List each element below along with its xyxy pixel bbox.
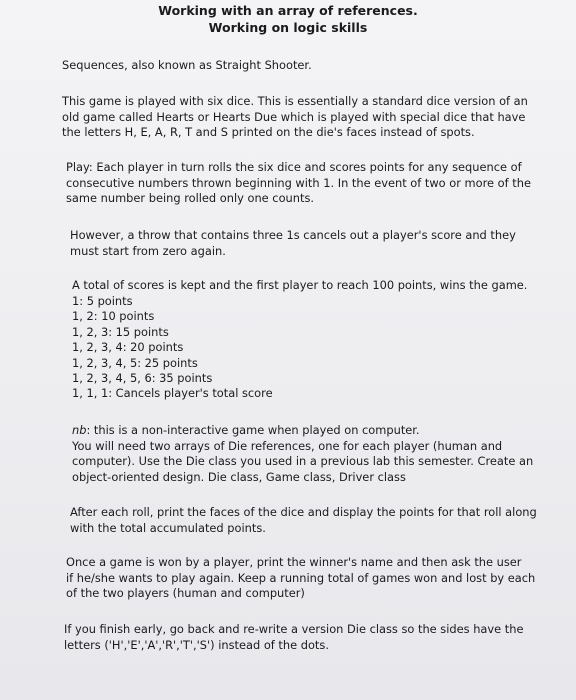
score-item: 1: 5 points <box>72 294 133 308</box>
section-heading: Sequences, also known as Straight Shooter. <box>62 58 312 72</box>
finish-early-paragraph: If you finish early, go back and re-write a version Die class so the sides have the letters ('H','E','A','R','T','S') instead of the dots. <box>64 622 524 652</box>
score-item: 1, 2: 10 points <box>72 309 155 324</box>
document-subtitle: Working on logic skills <box>208 20 368 35</box>
score-item: 1, 2, 3, 4, 5, 6: 35 points <box>72 371 213 386</box>
nb-label: nb <box>72 423 87 437</box>
total-scores-paragraph: A total of scores is kept and the first player to reach 100 points, wins the game. <box>72 278 528 292</box>
nb-text: : this is a non-interactive game when played on computer. You will need two arrays of Die references, one for each player (human and computer). Use the Die class you used in a previous lab this semester. Create an object-oriented design. Die class, Game class, Driver class <box>72 423 534 484</box>
document-title: Working with an array of references. <box>158 3 418 18</box>
nb-paragraph <box>72 423 533 485</box>
cancel-rule-paragraph: However, a throw that contains three 1s cancels out a player's score and they must start from zero again. <box>70 228 516 258</box>
after-roll-paragraph: After each roll, print the faces of the dice and display the points for that roll along with the total accumulated points. <box>70 505 537 535</box>
score-list <box>72 294 273 402</box>
score-item: 1, 2, 3, 4, 5: 25 points <box>72 355 198 370</box>
score-item: 1, 2, 3, 4: 20 points <box>72 340 184 355</box>
play-paragraph: Play: Each player in turn rolls the six dice and scores points for any sequence of consecutive numbers thrown beginning with 1. In the event of two or more of the same number being rolled only one counts. <box>66 160 531 205</box>
intro-paragraph: This game is played with six dice. This is essentially a standard dice version of an old game called Hearts or Hearts Due which is played with special dice that have the letters H, E, A, R, T and S printed on the die's faces instead of spots. <box>62 94 528 139</box>
game-won-paragraph: Once a game is won by a player, print the winner's name and then ask the user if he/she wants to play again. Keep a running total of games won and lost by each of the two players (human and computer) <box>66 555 536 600</box>
score-item: 1, 2, 3: 15 points <box>72 324 169 339</box>
score-item: 1, 1, 1: Cancels player's total score <box>72 386 273 401</box>
